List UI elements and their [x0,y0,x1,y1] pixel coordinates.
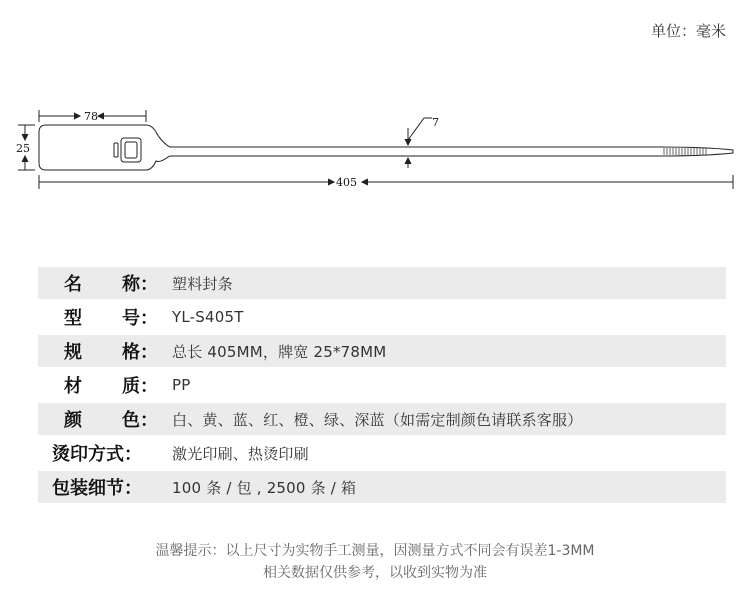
seal-outline [39,125,733,170]
spec-row-size [38,335,726,367]
spec-label-char: 材 [64,376,82,397]
spec-label-char: 号： [122,308,158,329]
spec-label: 包装细节： [52,478,142,499]
dim-405-label: 405 [336,176,357,189]
spec-label: 烫印方式： [52,444,142,465]
tip-line-1: 温馨提示：以上尺寸为实物手工测量，因测量方式不同会有误差1-3MM [155,543,595,559]
unit-label: 单位：毫米 [650,22,726,40]
spec-value: 激光印刷、热烫印刷 [172,444,309,463]
tip-note [0,540,750,584]
spec-value: 100 条 / 包 , 2500 条 / 箱 [172,478,357,497]
dim-25-label: 25 [16,142,30,155]
lock-inner [125,142,137,158]
dim-78-label: 78 [84,110,98,123]
spec-value: 总长 405MM，牌宽 25*78MM [172,342,387,361]
spec-label-char: 质： [122,376,158,397]
spec-label-char: 型 [64,308,82,329]
spec-row-printing [38,437,726,469]
spec-label-char: 格： [122,342,158,363]
spec-label-char: 称： [122,274,158,295]
dim-7-label: 7 [432,116,439,129]
seal-drawing [0,95,750,205]
spec-value: PP [172,376,191,394]
lock-slot [114,143,118,157]
spec-row-model [38,301,726,333]
spec-value: 白、黄、蓝、红、橙、绿、深蓝（如需定制颜色请联系客服） [172,410,583,429]
spec-value: 塑料封条 [172,274,233,293]
spec-row-color [38,403,726,435]
spec-label-char: 色： [122,410,158,431]
spec-value: YL-S405T [172,308,244,326]
spec-row-packing [38,471,726,503]
spec-row-name [38,267,726,299]
spec-label-char: 规 [64,342,82,363]
serration-marks [664,148,706,155]
dim-405 [39,175,733,189]
spec-label-char: 颜 [64,410,82,431]
spec-table [38,267,726,505]
spec-row-material [38,369,726,401]
dim-7 [405,118,432,168]
spec-label-char: 名 [64,274,82,295]
tip-line-2: 相关数据仅供参考，以收到实物为准 [263,565,487,581]
